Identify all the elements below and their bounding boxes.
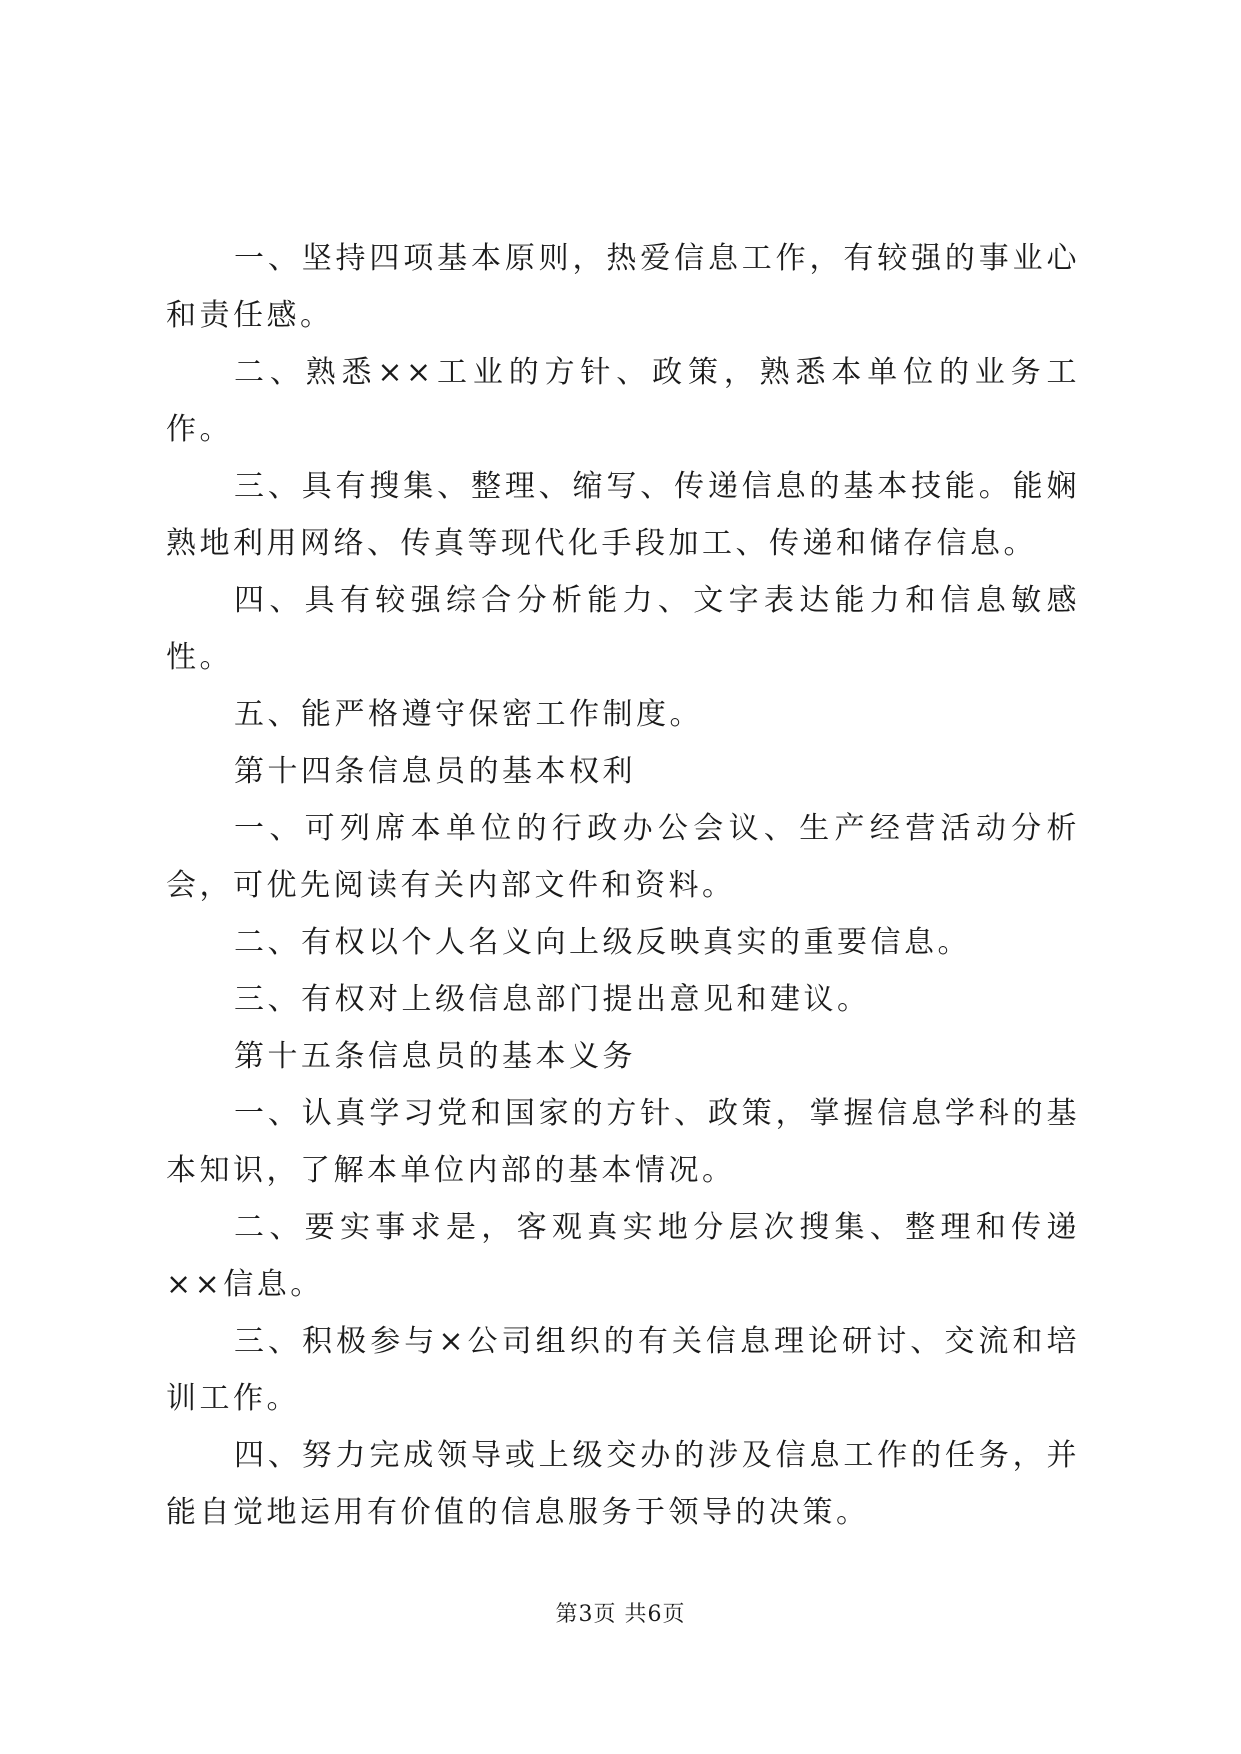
- paragraph-right-1: 一、可列席本单位的行政办公会议、生产经营活动分析会，可优先阅读有关内部文件和资料。: [166, 811, 1080, 903]
- paragraph-duty-3: 三、积极参与×公司组织的有关信息理论研讨、交流和培训工作。: [166, 1324, 1080, 1416]
- paragraph-duty-2: 二、要实事求是，客观真实地分层次搜集、整理和传递××信息。: [166, 1210, 1080, 1302]
- page-number-footer: 第3页 共6页: [555, 1602, 686, 1627]
- document-body: [166, 230, 1080, 1541]
- paragraph-requirement-5: 五、能严格遵守保密工作制度。: [234, 697, 703, 732]
- paragraph-requirement-1: 一、坚持四项基本原则，热爱信息工作，有较强的事业心和责任感。: [166, 241, 1080, 333]
- paragraph-duty-4: 四、努力完成领导或上级交办的涉及信息工作的任务，并能自觉地运用有价值的信息服务于领导的决策。: [166, 1438, 1080, 1530]
- paragraph-requirement-4: 四、具有较强综合分析能力、文字表达能力和信息敏感性。: [166, 583, 1080, 675]
- article-15-heading: 第十五条信息员的基本义务: [234, 1039, 636, 1074]
- paragraph-right-2: 二、有权以个人名义向上级反映真实的重要信息。: [234, 925, 971, 960]
- article-14-heading: 第十四条信息员的基本权利: [234, 754, 636, 789]
- paragraph-requirement-2: 二、熟悉××工业的方针、政策，熟悉本单位的业务工作。: [166, 355, 1080, 447]
- paragraph-duty-1: 一、认真学习党和国家的方针、政策，掌握信息学科的基本知识，了解本单位内部的基本情况。: [166, 1096, 1080, 1188]
- paragraph-requirement-3: 三、具有搜集、整理、缩写、传递信息的基本技能。能娴熟地利用网络、传真等现代化手段加工、传递和储存信息。: [166, 469, 1080, 561]
- paragraph-right-3: 三、有权对上级信息部门提出意见和建议。: [234, 982, 871, 1017]
